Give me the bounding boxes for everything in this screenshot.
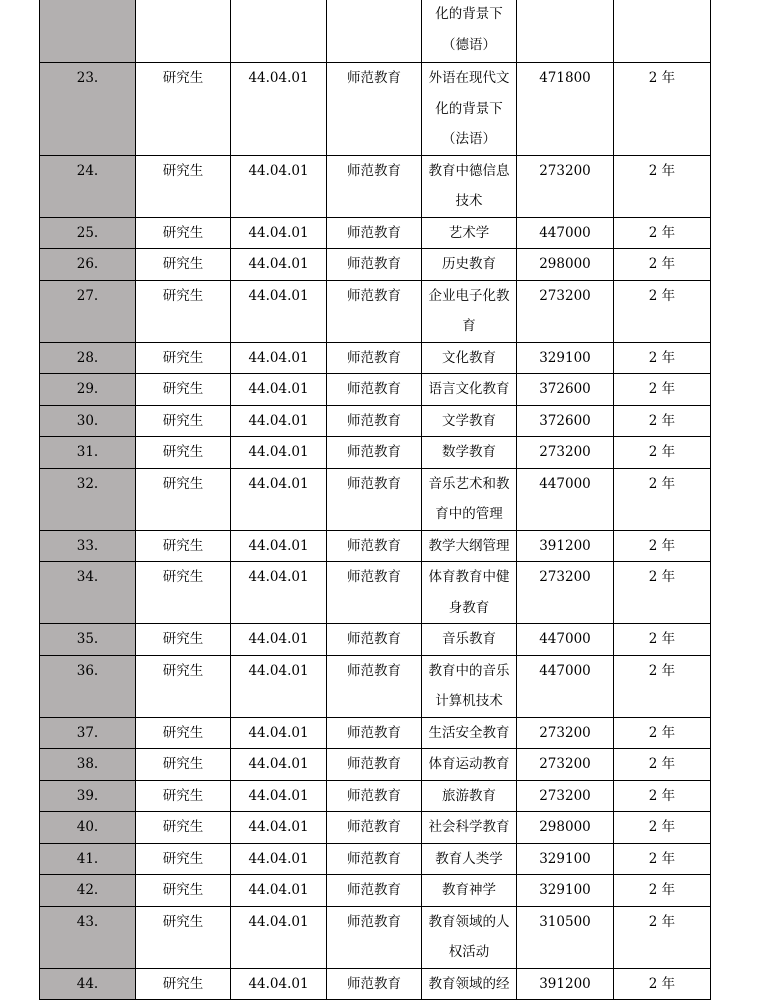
- degree-level: 研究生: [136, 374, 231, 406]
- program-code: 44.04.01: [231, 155, 327, 217]
- program-code: [231, 0, 327, 63]
- degree-level: 研究生: [136, 155, 231, 217]
- program-code: 44.04.01: [231, 812, 327, 844]
- study-duration: [614, 0, 711, 63]
- row-number: 33.: [40, 530, 136, 562]
- tuition-price: 329100: [517, 843, 614, 875]
- row-number: 39.: [40, 780, 136, 812]
- field-name: 师范教育: [327, 906, 422, 968]
- field-name: 师范教育: [327, 843, 422, 875]
- degree-level: 研究生: [136, 530, 231, 562]
- table-row: [40, 468, 711, 530]
- program-code: 44.04.01: [231, 875, 327, 907]
- tuition-price: 273200: [517, 780, 614, 812]
- degree-level: 研究生: [136, 843, 231, 875]
- row-number: 30.: [40, 405, 136, 437]
- program-name: 生活安全教育: [422, 717, 517, 749]
- study-duration: 2 年: [614, 468, 711, 530]
- degree-level: 研究生: [136, 342, 231, 374]
- degree-level: 研究生: [136, 717, 231, 749]
- table-row: [40, 374, 711, 406]
- study-duration: 2 年: [614, 280, 711, 342]
- degree-level: 研究生: [136, 655, 231, 717]
- program-code: 44.04.01: [231, 749, 327, 781]
- program-name: 历史教育: [422, 249, 517, 281]
- field-name: 师范教育: [327, 155, 422, 217]
- table-row: [40, 749, 711, 781]
- degree-level: 研究生: [136, 812, 231, 844]
- program-code: 44.04.01: [231, 468, 327, 530]
- degree-level: 研究生: [136, 405, 231, 437]
- program-code: 44.04.01: [231, 968, 327, 1000]
- tuition-price: 372600: [517, 374, 614, 406]
- study-duration: 2 年: [614, 968, 711, 1000]
- row-number: 36.: [40, 655, 136, 717]
- programs-table-body: [40, 0, 711, 1000]
- field-name: 师范教育: [327, 63, 422, 156]
- study-duration: 2 年: [614, 812, 711, 844]
- tuition-price: 447000: [517, 624, 614, 656]
- field-name: 师范教育: [327, 749, 422, 781]
- table-row: [40, 342, 711, 374]
- field-name: 师范教育: [327, 374, 422, 406]
- row-number: 23.: [40, 63, 136, 156]
- program-name: 企业电子化教育: [422, 280, 517, 342]
- program-name: 教育领域的人权活动: [422, 906, 517, 968]
- table-row: [40, 624, 711, 656]
- study-duration: 2 年: [614, 562, 711, 624]
- table-row: [40, 530, 711, 562]
- row-number: 42.: [40, 875, 136, 907]
- program-code: 44.04.01: [231, 780, 327, 812]
- row-number: 26.: [40, 249, 136, 281]
- tuition-price: 329100: [517, 875, 614, 907]
- table-row: [40, 906, 711, 968]
- table-row: [40, 249, 711, 281]
- row-number: 44.: [40, 968, 136, 1000]
- tuition-price: 273200: [517, 717, 614, 749]
- field-name: 师范教育: [327, 624, 422, 656]
- tuition-price: 391200: [517, 968, 614, 1000]
- field-name: 师范教育: [327, 217, 422, 249]
- table-row: [40, 0, 711, 63]
- study-duration: 2 年: [614, 906, 711, 968]
- program-name: 体育教育中健身教育: [422, 562, 517, 624]
- field-name: 师范教育: [327, 655, 422, 717]
- row-number: 34.: [40, 562, 136, 624]
- tuition-price: 273200: [517, 155, 614, 217]
- program-name: 教学大纲管理: [422, 530, 517, 562]
- table-row: [40, 437, 711, 469]
- study-duration: 2 年: [614, 655, 711, 717]
- row-number: 28.: [40, 342, 136, 374]
- table-row: [40, 843, 711, 875]
- study-duration: 2 年: [614, 342, 711, 374]
- study-duration: 2 年: [614, 843, 711, 875]
- program-code: 44.04.01: [231, 249, 327, 281]
- field-name: 师范教育: [327, 717, 422, 749]
- field-name: 师范教育: [327, 342, 422, 374]
- row-number: 35.: [40, 624, 136, 656]
- program-code: 44.04.01: [231, 280, 327, 342]
- degree-level: 研究生: [136, 875, 231, 907]
- study-duration: 2 年: [614, 624, 711, 656]
- row-number: 40.: [40, 812, 136, 844]
- program-name: 数学教育: [422, 437, 517, 469]
- table-row: [40, 717, 711, 749]
- program-name: 文学教育: [422, 405, 517, 437]
- study-duration: 2 年: [614, 63, 711, 156]
- table-row: [40, 63, 711, 156]
- table-row: [40, 780, 711, 812]
- tuition-price: 310500: [517, 906, 614, 968]
- row-number: 25.: [40, 217, 136, 249]
- row-number: 31.: [40, 437, 136, 469]
- row-number: 37.: [40, 717, 136, 749]
- table-row: [40, 655, 711, 717]
- field-name: 师范教育: [327, 405, 422, 437]
- program-name: 化的背景下（德语）: [422, 0, 517, 63]
- row-number: 38.: [40, 749, 136, 781]
- tuition-price: 273200: [517, 749, 614, 781]
- study-duration: 2 年: [614, 780, 711, 812]
- degree-level: 研究生: [136, 217, 231, 249]
- tuition-price: 329100: [517, 342, 614, 374]
- tuition-price: 471800: [517, 63, 614, 156]
- program-name: 社会科学教育: [422, 812, 517, 844]
- study-duration: 2 年: [614, 875, 711, 907]
- study-duration: 2 年: [614, 749, 711, 781]
- tuition-price: 447000: [517, 217, 614, 249]
- program-name: 音乐艺术和教育中的管理: [422, 468, 517, 530]
- row-number: 43.: [40, 906, 136, 968]
- tuition-price: 273200: [517, 562, 614, 624]
- study-duration: 2 年: [614, 405, 711, 437]
- degree-level: [136, 0, 231, 63]
- program-code: 44.04.01: [231, 217, 327, 249]
- program-name: 教育人类学: [422, 843, 517, 875]
- programs-table: [39, 0, 711, 1000]
- program-code: 44.04.01: [231, 63, 327, 156]
- tuition-price: 391200: [517, 530, 614, 562]
- row-number: 29.: [40, 374, 136, 406]
- table-row: [40, 875, 711, 907]
- degree-level: 研究生: [136, 749, 231, 781]
- program-code: 44.04.01: [231, 405, 327, 437]
- program-name: 教育神学: [422, 875, 517, 907]
- tuition-price: 447000: [517, 655, 614, 717]
- table-row: [40, 562, 711, 624]
- program-code: 44.04.01: [231, 906, 327, 968]
- field-name: 师范教育: [327, 875, 422, 907]
- field-name: 师范教育: [327, 280, 422, 342]
- program-name: 外语在现代文化的背景下（法语）: [422, 63, 517, 156]
- study-duration: 2 年: [614, 530, 711, 562]
- degree-level: 研究生: [136, 624, 231, 656]
- row-number: 27.: [40, 280, 136, 342]
- degree-level: 研究生: [136, 968, 231, 1000]
- row-number: 32.: [40, 468, 136, 530]
- field-name: 师范教育: [327, 530, 422, 562]
- field-name: 师范教育: [327, 562, 422, 624]
- program-name: 教育领域的经: [422, 968, 517, 1000]
- program-name: 教育中的音乐计算机技术: [422, 655, 517, 717]
- degree-level: 研究生: [136, 562, 231, 624]
- table-row: [40, 405, 711, 437]
- program-code: 44.04.01: [231, 374, 327, 406]
- tuition-price: [517, 0, 614, 63]
- study-duration: 2 年: [614, 437, 711, 469]
- degree-level: 研究生: [136, 63, 231, 156]
- program-code: 44.04.01: [231, 562, 327, 624]
- program-code: 44.04.01: [231, 437, 327, 469]
- row-number: [40, 0, 136, 63]
- degree-level: 研究生: [136, 780, 231, 812]
- study-duration: 2 年: [614, 374, 711, 406]
- field-name: 师范教育: [327, 968, 422, 1000]
- tuition-price: 298000: [517, 812, 614, 844]
- tuition-price: 298000: [517, 249, 614, 281]
- row-number: 24.: [40, 155, 136, 217]
- field-name: 师范教育: [327, 249, 422, 281]
- program-name: 体育运动教育: [422, 749, 517, 781]
- tuition-price: 447000: [517, 468, 614, 530]
- tuition-price: 273200: [517, 280, 614, 342]
- degree-level: 研究生: [136, 906, 231, 968]
- program-code: 44.04.01: [231, 655, 327, 717]
- program-name: 文化教育: [422, 342, 517, 374]
- field-name: 师范教育: [327, 437, 422, 469]
- field-name: 师范教育: [327, 468, 422, 530]
- study-duration: 2 年: [614, 249, 711, 281]
- table-row: [40, 155, 711, 217]
- study-duration: 2 年: [614, 717, 711, 749]
- table-row: [40, 280, 711, 342]
- program-code: 44.04.01: [231, 530, 327, 562]
- program-name: 教育中德信息技术: [422, 155, 517, 217]
- program-name: 语言文化教育: [422, 374, 517, 406]
- table-row: [40, 217, 711, 249]
- program-code: 44.04.01: [231, 843, 327, 875]
- program-name: 艺术学: [422, 217, 517, 249]
- program-code: 44.04.01: [231, 624, 327, 656]
- degree-level: 研究生: [136, 437, 231, 469]
- field-name: 师范教育: [327, 812, 422, 844]
- field-name: 师范教育: [327, 780, 422, 812]
- study-duration: 2 年: [614, 217, 711, 249]
- degree-level: 研究生: [136, 280, 231, 342]
- program-code: 44.04.01: [231, 717, 327, 749]
- program-code: 44.04.01: [231, 342, 327, 374]
- table-row: [40, 812, 711, 844]
- program-name: 旅游教育: [422, 780, 517, 812]
- tuition-price: 372600: [517, 405, 614, 437]
- study-duration: 2 年: [614, 155, 711, 217]
- tuition-price: 273200: [517, 437, 614, 469]
- program-name: 音乐教育: [422, 624, 517, 656]
- field-name: [327, 0, 422, 63]
- row-number: 41.: [40, 843, 136, 875]
- degree-level: 研究生: [136, 249, 231, 281]
- degree-level: 研究生: [136, 468, 231, 530]
